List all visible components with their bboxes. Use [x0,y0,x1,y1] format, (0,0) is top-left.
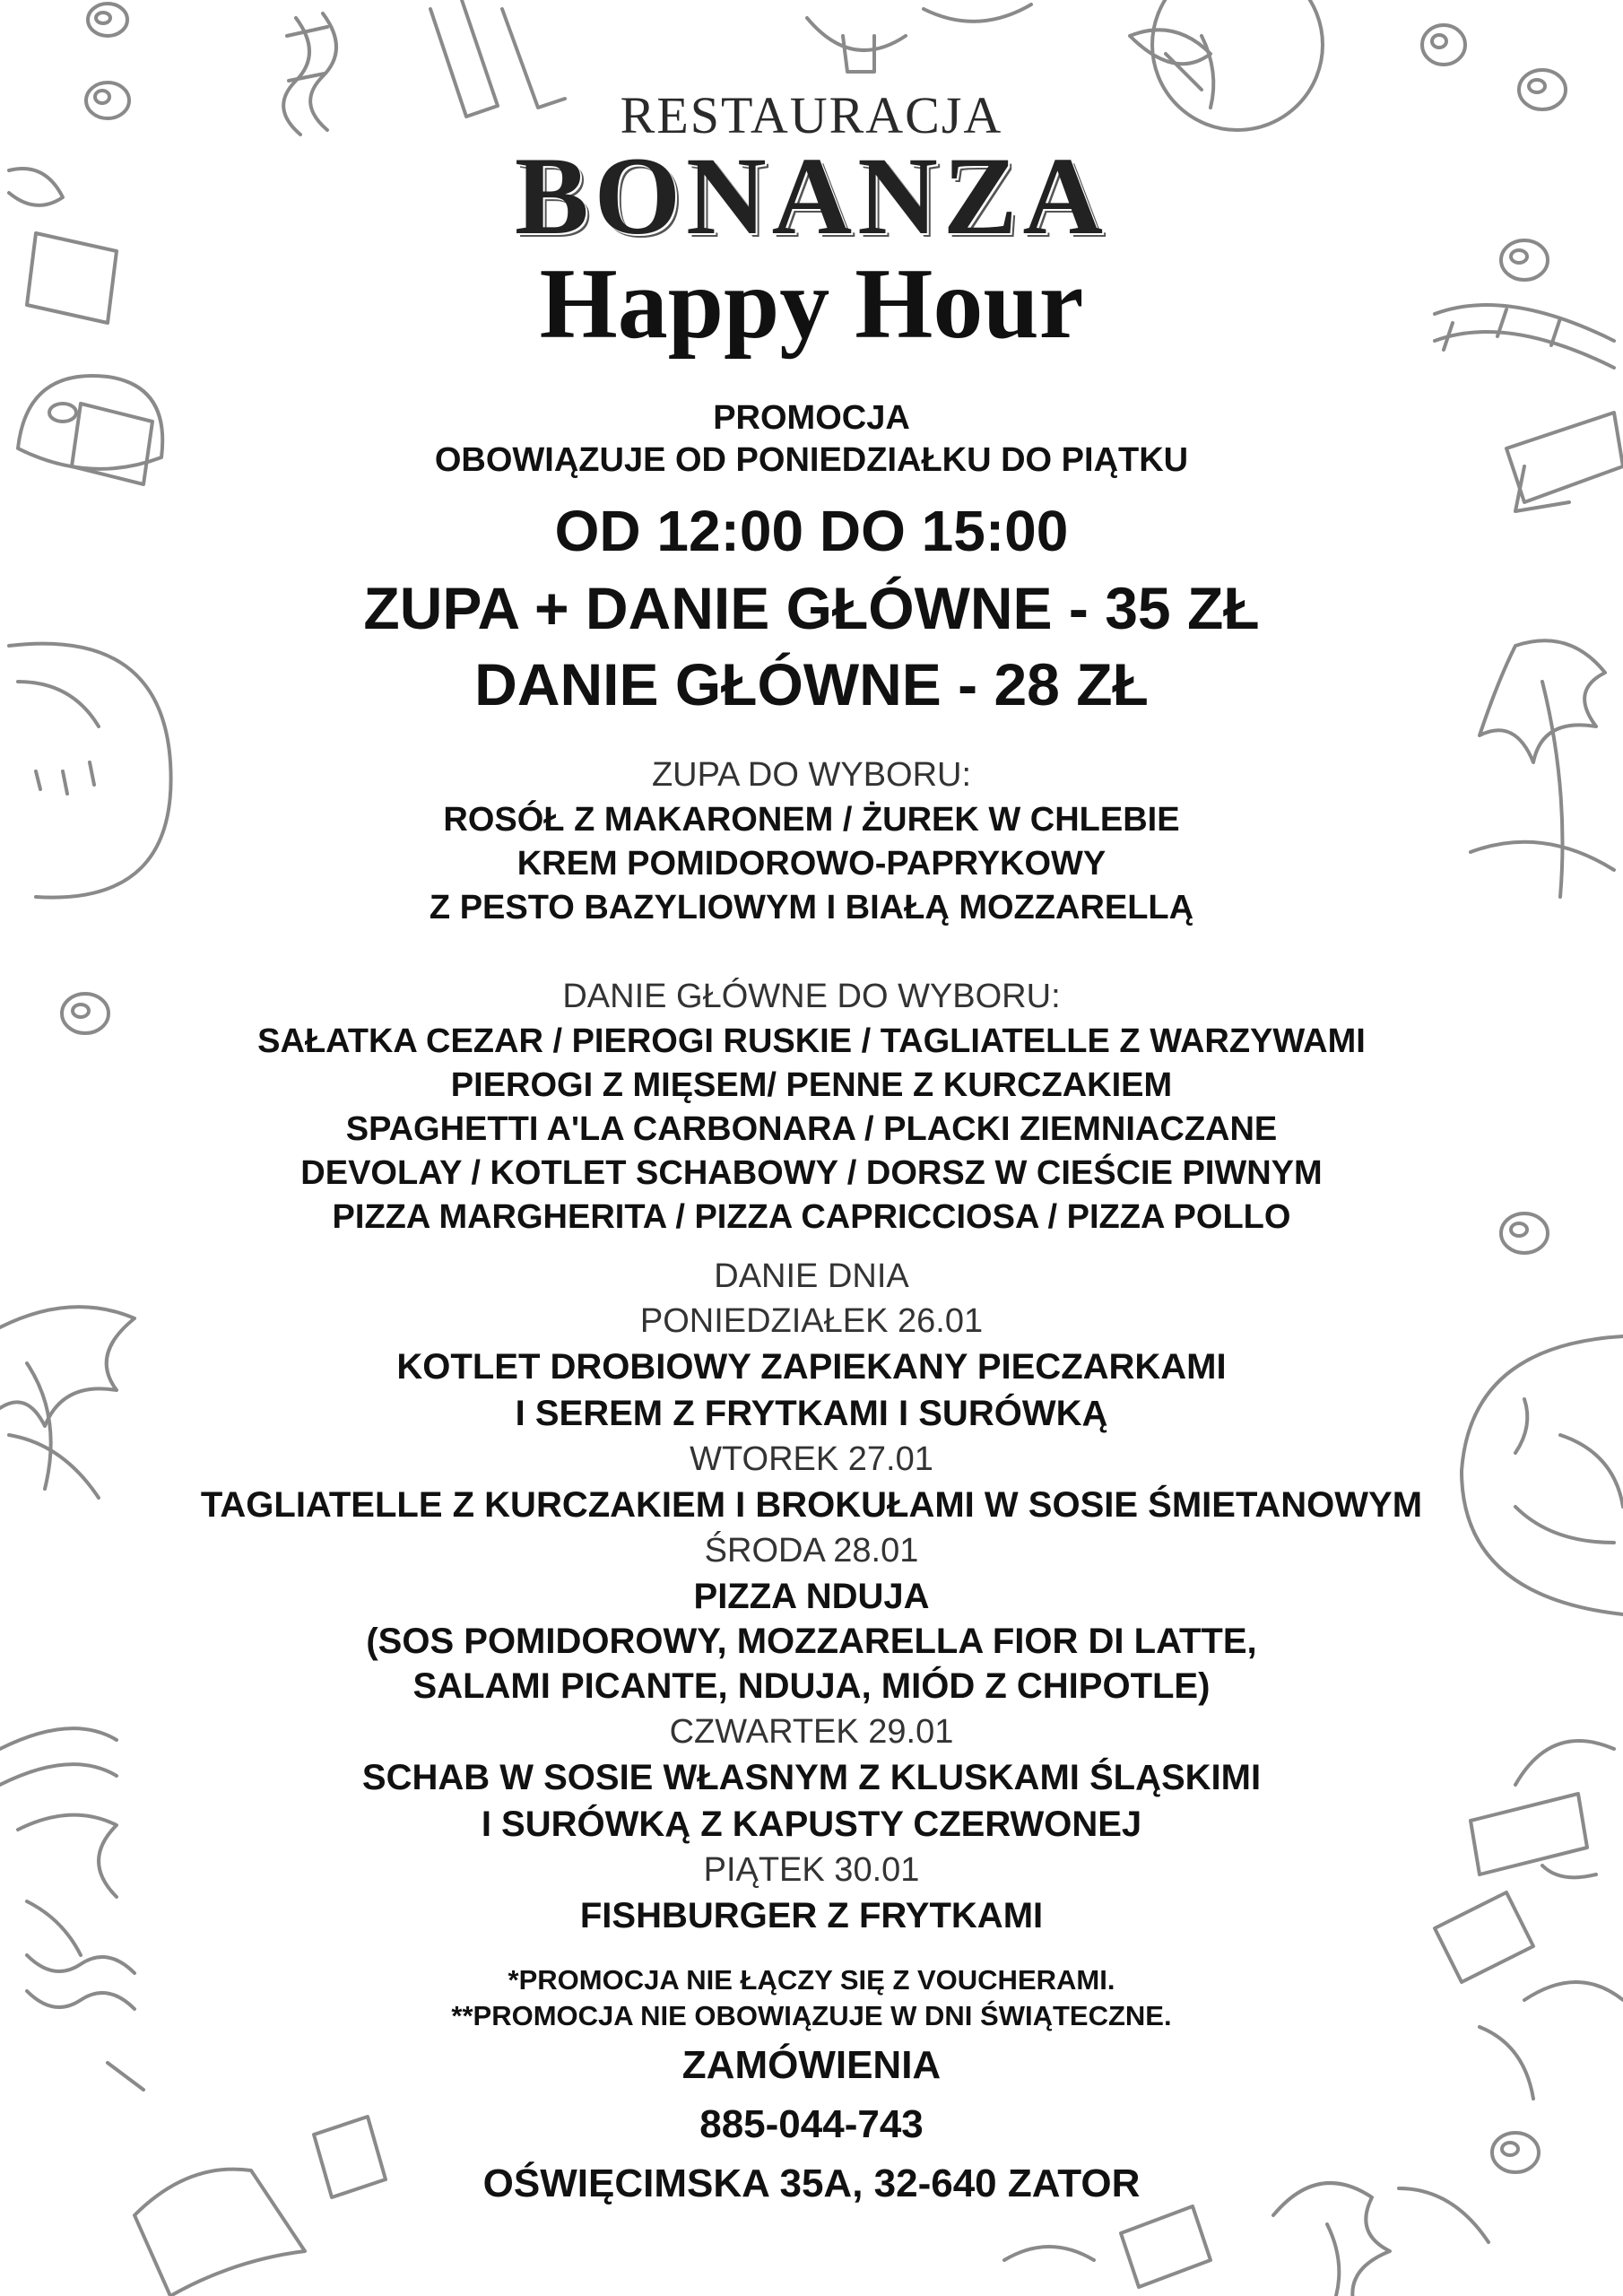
promo-hours: OD 12:00 DO 15:00 [554,499,1069,563]
daily-dish: I SURÓWKĄ Z KAPUSTY CZERWONEJ [481,1805,1142,1844]
promo-label: PROMOCJA [713,399,910,437]
main-line: DEVOLAY / KOTLET SCHABOWY / DORSZ W CIEŚCIE PIWNYM [300,1154,1323,1192]
restaurant-name: BONANZA [514,135,1109,257]
promo-note: *PROMOCJA NIE ŁĄCZY SIĘ Z VOUCHERAMI. [508,1964,1115,1996]
daily-day: WTOREK 27.01 [690,1440,933,1478]
daily-dish: PIZZA NDUJA [693,1577,930,1616]
main-line: SPAGHETTI A'LA CARBONARA / PLACKI ZIEMNIACZANE [345,1110,1278,1148]
daily-day: CZWARTEK 29.01 [669,1713,954,1751]
main-line: PIEROGI Z MIĘSEM/ PENNE Z KURCZAKIEM [450,1066,1173,1104]
daily-day: PIĄTEK 30.01 [703,1851,920,1889]
address: OŚWIĘCIMSKA 35A, 32-640 ZATOR [482,2161,1141,2205]
restaurant-prefix: RESTAURACJA [620,86,1003,144]
price-combo: ZUPA + DANIE GŁÓWNE - 35 ZŁ [363,575,1260,641]
phone-number[interactable]: 885-044-743 [699,2102,924,2146]
daily-dish: TAGLIATELLE Z KURCZAKIEM I BROKUŁAMI W SOSIE ŚMIETANOWYM [200,1485,1423,1525]
daily-dish: FISHBURGER Z FRYTKAMI [579,1896,1044,1935]
soup-line: ROSÓŁ Z MAKARONEM / ŻUREK W CHLEBIE [443,801,1180,839]
daily-dish: KOTLET DROBIOWY ZAPIEKANY PIECZARKAMI [396,1347,1227,1387]
soup-line: Z PESTO BAZYLIOWYM I BIAŁĄ MOZZARELLĄ [429,889,1194,926]
main-line: SAŁATKA CEZAR / PIEROGI RUSKIE / TAGLIATELLE Z WARZYWAMI [257,1022,1366,1060]
price-main: DANIE GŁÓWNE - 28 ZŁ [474,651,1149,718]
daily-day: PONIEDZIAŁEK 26.01 [639,1302,984,1340]
daily-dish: SCHAB W SOSIE WŁASNYM Z KLUSKAMI ŚLĄSKIMI [361,1758,1262,1797]
orders-label: ZAMÓWIENIA [681,2043,942,2087]
daily-heading: DANIE DNIA [714,1257,909,1295]
soup-line: KREM POMIDOROWO-PAPRYKOWY [516,845,1107,883]
promo-note: **PROMOCJA NIE OBOWIĄZUJE W DNI ŚWIĄTECZNE. [451,2000,1172,2031]
daily-dish: (SOS POMIDOROWY, MOZZARELLA FIOR DI LATTE, [366,1622,1257,1661]
promo-days: OBOWIĄZUJE OD PONIEDZIAŁKU DO PIĄTKU [434,441,1189,479]
mains-heading: DANIE GŁÓWNE DO WYBORU: [562,978,1061,1015]
daily-day: ŚRODA 28.01 [704,1532,919,1570]
soups-heading: ZUPA DO WYBORU: [651,756,972,794]
page-title: Happy Hour [539,248,1084,360]
main-line: PIZZA MARGHERITA / PIZZA CAPRICCIOSA / PIZZA POLLO [332,1198,1291,1236]
daily-dish: I SEREM Z FRYTKAMI I SURÓWKĄ [515,1394,1108,1433]
daily-dish: SALAMI PICANTE, NDUJA, MIÓD Z CHIPOTLE) [412,1666,1211,1706]
